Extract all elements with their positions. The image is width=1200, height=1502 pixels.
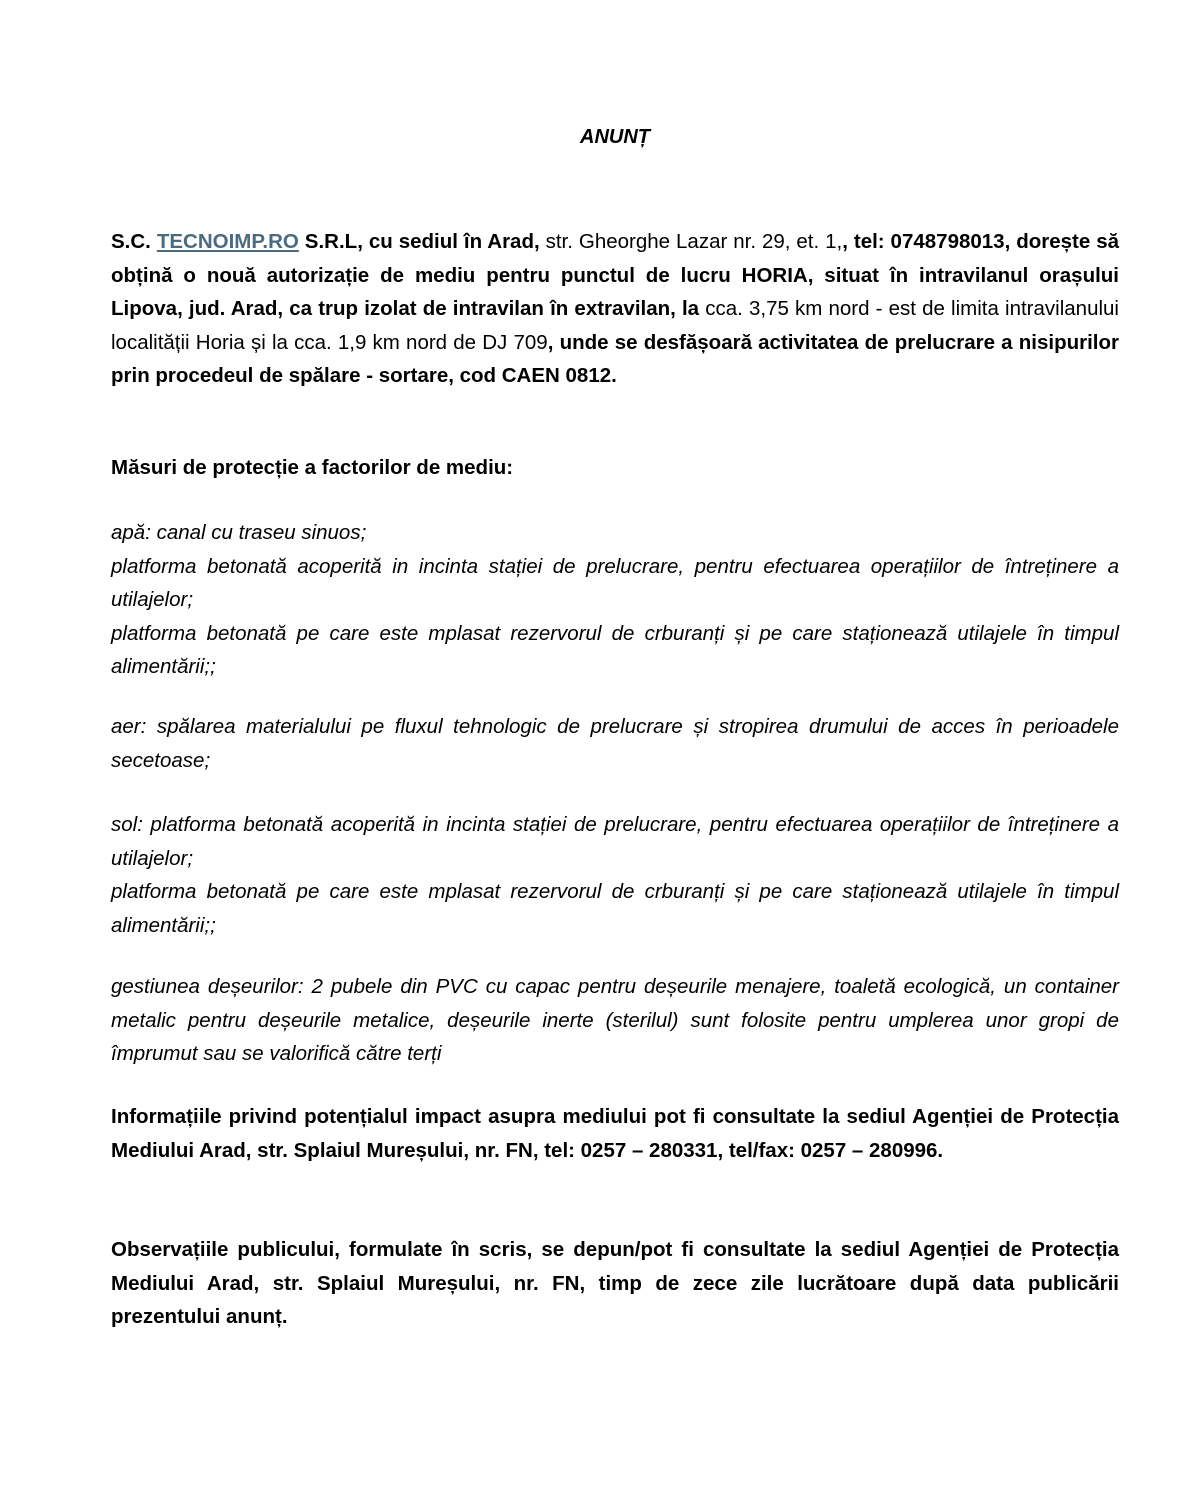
tel-request-text: , tel: 0748798013, dorește să obțină o nouă autorizație de mediu pentru punctul de lucru HORIA, situat în intravilanul orașului Lipova, jud. Arad, ca trup izolat de intravilan în extravilan, la (111, 230, 1120, 320)
srl-suffix: S.R.L (304, 230, 358, 253)
address-text: str. Gheorghe Lazar nr. 29, et. 1, (539, 230, 843, 253)
observations-paragraph: Observațiile publicului, formulate în scris, se depun/pot fi consultate la sediul Agenției de Protecția Mediului Arad, str. Splaiul Mureșului, nr. FN, timp de zece zile lucrătoare după data publicării prezentului anunț. (111, 1238, 1119, 1328)
location-text: cca. 3,75 km nord - est de limita intravilanului localității Horia și la cca. 1,9 km nord de DJ 709 (111, 297, 1119, 354)
measures-aer: aer: spălarea materialului pe fluxul tehnologic de prelucrare și stropirea drumului de acces în perioadele secetoase; (111, 715, 1119, 772)
sol-line: sol: platforma betonată acoperită in incinta stației de prelucrare, pentru efectuarea operațiilor de întreținere a utilajelor; (111, 813, 1119, 870)
intro-paragraph (111, 225, 1119, 393)
measures-sol (111, 808, 1119, 942)
apa-line: platforma betonată pe care este mplasat rezervorul de crburanți și pe care staționează utilajele în timpul alimentării;; (111, 621, 1119, 678)
sol-line: platforma betonată pe care este mplasat rezervorul de crburanți și pe care staționează utilajele în timpul alimentării;; (111, 880, 1119, 937)
sc-prefix: S.C. (111, 230, 151, 253)
info-paragraph: Informațiile privind potențialul impact asupra mediului pot fi consultate la sediul Agenției de Protecția Mediului Arad, str. Splaiul Mureșului, nr. FN, tel: 0257 – 280331, tel/fax: 0257 – 280996. (111, 1105, 1119, 1162)
measures-waste: gestiunea deșeurilor: 2 pubele din PVC cu capac pentru deșeurile menajere, toaletă ecologică, un container metalic pentru deșeurile metalice, deșeurile inerte (sterilul) sunt folosite pentru umplerea unor gropi de împrumut sau se valorifică către terți (111, 975, 1119, 1065)
apa-line: apă: canal cu traseu sinuos; (111, 521, 367, 544)
activity-text: , unde se desfășoară activitatea de prelucrare a nisipurilor prin procedeul de spălare - sortare, cod CAEN 0812. (111, 330, 1119, 387)
measures-apa (111, 516, 1119, 684)
measures-heading: Măsuri de protecție a factorilor de mediu: (111, 456, 514, 479)
seat-text: , cu sediul în Arad, (357, 230, 540, 253)
announcement-title: ANUNȚ (580, 126, 650, 148)
apa-line: platforma betonată acoperită in incinta stației de prelucrare, pentru efectuarea operațiilor de întreținere a utilajelor; (111, 554, 1119, 611)
company-link[interactable]: TECNOIMP.RO (156, 230, 299, 253)
